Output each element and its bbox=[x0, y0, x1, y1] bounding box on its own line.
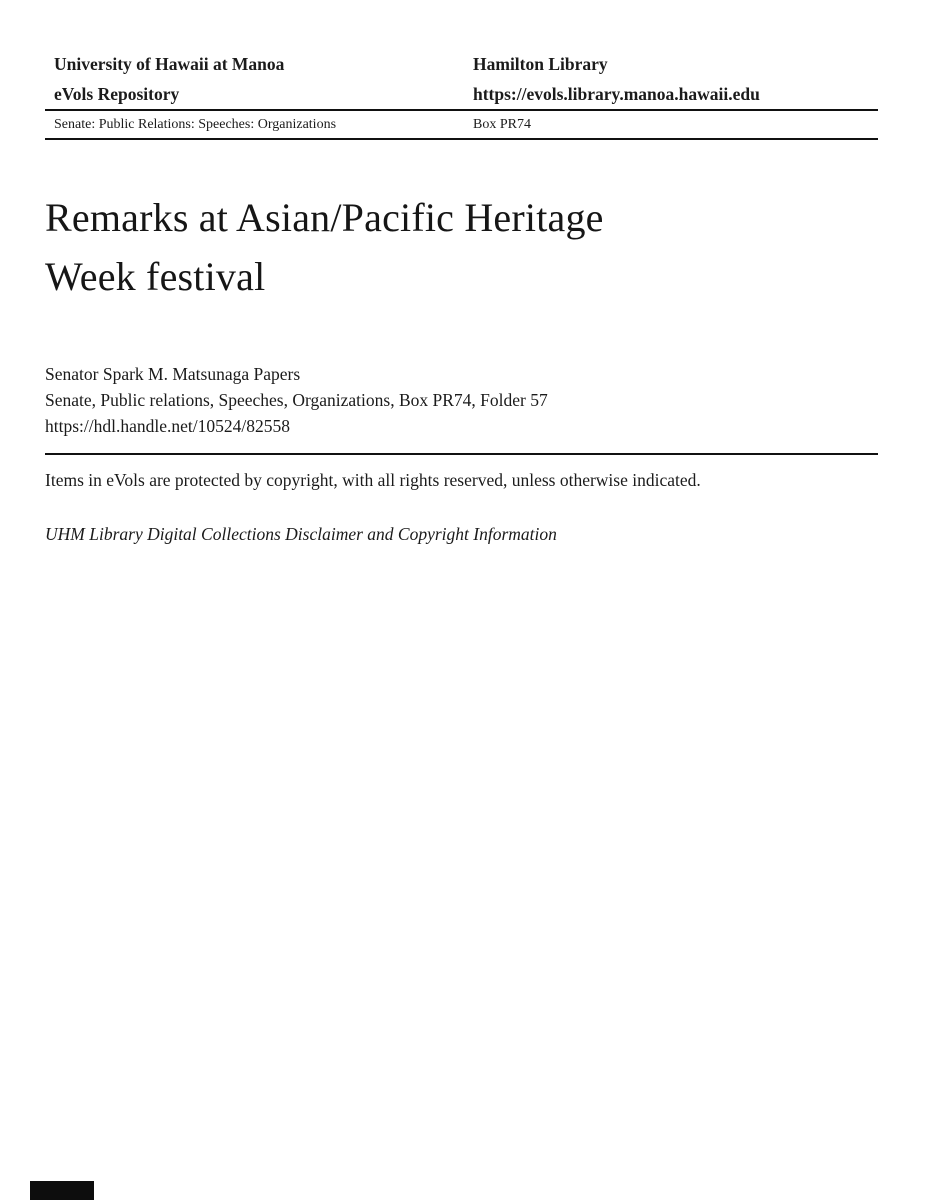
document-title-line-2: Week festival bbox=[45, 254, 266, 299]
collection-title: Senator Spark M. Matsunaga Papers bbox=[45, 364, 301, 384]
disclaimer-link[interactable]: UHM Library Digital Collections Disclaimer and Copyright Information bbox=[45, 524, 557, 544]
citation-block bbox=[45, 361, 548, 439]
citation-location: Senate, Public relations, Speeches, Organizations, Box PR74, Folder 57 bbox=[45, 390, 548, 410]
document-title-line-1: Remarks at Asian/Pacific Heritage bbox=[45, 195, 604, 240]
masthead bbox=[45, 49, 878, 140]
masthead-rule-bottom bbox=[45, 138, 878, 140]
document-title bbox=[45, 188, 604, 306]
institution-name: University of Hawaii at Manoa bbox=[54, 54, 285, 74]
collection-breadcrumb: Senate: Public Relations: Speeches: Organizations bbox=[54, 117, 337, 132]
repository-url[interactable]: https://evols.library.manoa.hawaii.edu bbox=[473, 84, 760, 104]
handle-url[interactable]: https://hdl.handle.net/10524/82558 bbox=[45, 416, 290, 436]
masthead-meta-row bbox=[45, 111, 878, 138]
masthead-bold-rows bbox=[45, 49, 878, 109]
copyright-divider bbox=[45, 453, 878, 455]
box-label: Box PR74 bbox=[473, 117, 531, 132]
scan-artifact-bar bbox=[30, 1181, 94, 1200]
library-name: Hamilton Library bbox=[473, 54, 608, 74]
copyright-notice: Items in eVols are protected by copyright, with all rights reserved, unless otherwise indicated. bbox=[45, 470, 701, 490]
repository-name: eVols Repository bbox=[54, 84, 180, 104]
